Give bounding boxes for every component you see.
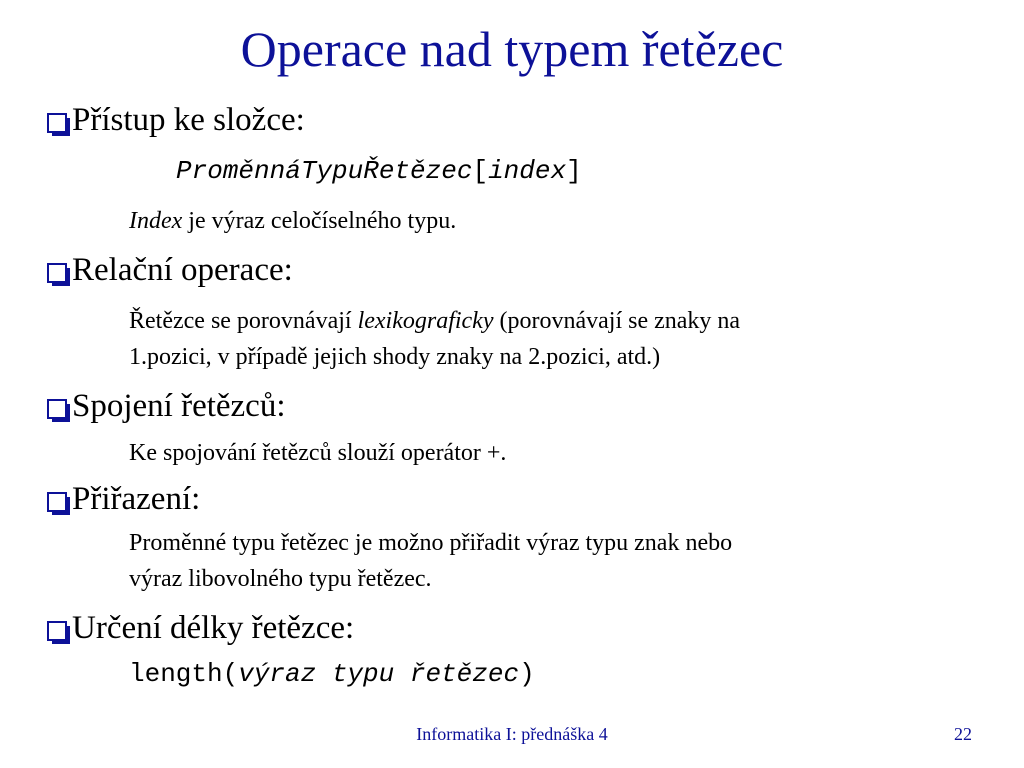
text-relational-line1 <box>129 303 740 339</box>
checkbox-square-icon <box>47 113 67 133</box>
slide-title: Operace nad typem řetězec <box>240 21 784 77</box>
bullet-heading: Přiřazení: <box>72 481 201 517</box>
bullet-access <box>47 104 305 137</box>
note-italic: Index <box>129 208 183 234</box>
bullet-heading: Přístup ke složce: <box>72 102 305 138</box>
code-function: length( <box>129 659 239 689</box>
bullet-concat <box>47 390 286 423</box>
bullet-heading: Spojení řetězců: <box>72 388 286 424</box>
text-concat: Ke spojování řetězců slouží operátor +. <box>129 440 507 466</box>
footer-course: Informatika I: přednáška 4 <box>416 724 608 744</box>
bullet-relational <box>47 254 293 287</box>
checkbox-square-icon <box>47 399 67 419</box>
text-segment: (porovnávají se znaky na <box>493 308 741 334</box>
code-argument: výraz typu řetězec <box>238 659 520 689</box>
code-line-access <box>176 153 582 189</box>
code-line-length <box>129 656 535 692</box>
note-access <box>129 203 456 239</box>
checkbox-square-icon <box>47 621 67 641</box>
code-index: index <box>488 156 567 186</box>
text-assign-line2: výraz libovolného typu řetězec. <box>129 566 432 592</box>
footer-page-number: 22 <box>954 724 972 744</box>
code-bracket-open: [ <box>472 156 489 186</box>
text-segment: Řetězce se porovnávají <box>129 308 358 334</box>
code-variable: ProměnnáTypuŘetězec <box>176 156 473 186</box>
code-bracket-close: ] <box>566 156 582 186</box>
bullet-heading: Určení délky řetězce: <box>72 610 355 646</box>
text-italic: lexikograficky <box>357 308 494 334</box>
bullet-heading: Relační operace: <box>72 252 293 288</box>
text-relational-line2: 1.pozici, v případě jejich shody znaky na 2.pozici, atd.) <box>129 344 661 370</box>
checkbox-square-icon <box>47 263 67 283</box>
bullet-length <box>47 612 354 645</box>
code-paren-close: ) <box>519 659 535 689</box>
note-text: je výraz celočíselného typu. <box>182 208 457 234</box>
checkbox-square-icon <box>47 492 67 512</box>
text-assign-line1: Proměnné typu řetězec je možno přiřadit výraz typu znak nebo <box>129 530 733 556</box>
bullet-assign <box>47 483 200 516</box>
